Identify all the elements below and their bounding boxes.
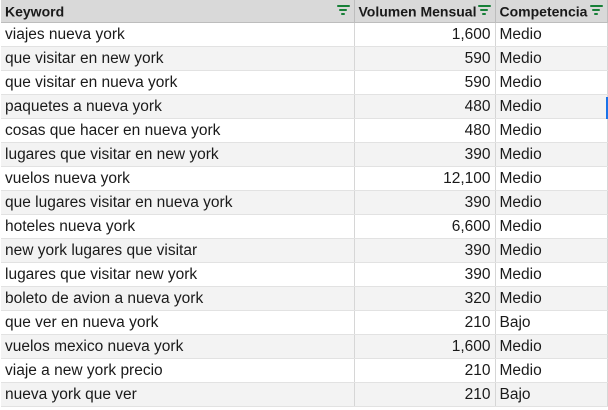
cell-volume[interactable]: 210: [354, 311, 495, 335]
cell-volume[interactable]: 1,600: [354, 335, 495, 359]
cell-volume[interactable]: 390: [354, 239, 495, 263]
cell-keyword[interactable]: boleto de avion a nueva york: [1, 287, 354, 311]
cell-keyword[interactable]: hoteles nueva york: [1, 215, 354, 239]
cell-competition[interactable]: Medio: [495, 71, 607, 95]
table-row[interactable]: [1, 263, 607, 287]
column-header-label: Keyword: [5, 3, 65, 20]
table-row[interactable]: [1, 287, 607, 311]
column-header-volume[interactable]: [354, 0, 495, 23]
cell-keyword[interactable]: que visitar en nueva york: [1, 71, 354, 95]
column-header-competition[interactable]: [495, 0, 607, 23]
cell-keyword[interactable]: que lugares visitar en nueva york: [1, 191, 354, 215]
cell-volume[interactable]: 6,600: [354, 215, 495, 239]
cell-competition[interactable]: Medio: [495, 335, 607, 359]
column-header-label: Volumen Mensual: [358, 3, 477, 20]
column-header-label: Competencia: [499, 3, 588, 20]
cell-keyword[interactable]: viajes nueva york: [1, 23, 354, 47]
cell-keyword[interactable]: nueva york que ver: [1, 383, 354, 407]
table-row[interactable]: [1, 23, 607, 47]
cell-competition[interactable]: Medio: [495, 143, 607, 167]
cell-competition[interactable]: Medio: [495, 47, 607, 71]
filter-icon[interactable]: [478, 5, 491, 16]
cell-volume[interactable]: 390: [354, 263, 495, 287]
table-row[interactable]: [1, 143, 607, 167]
cell-volume[interactable]: 590: [354, 47, 495, 71]
cell-competition[interactable]: Medio: [495, 263, 607, 287]
cell-competition[interactable]: Medio: [495, 95, 607, 119]
cell-competition[interactable]: Bajo: [495, 311, 607, 335]
cell-volume[interactable]: 320: [354, 287, 495, 311]
table-row[interactable]: [1, 167, 607, 191]
table-row[interactable]: [1, 359, 607, 383]
filter-icon[interactable]: [590, 5, 603, 16]
cell-competition[interactable]: Medio: [495, 167, 607, 191]
table-row[interactable]: [1, 191, 607, 215]
cell-keyword[interactable]: lugares que visitar en new york: [1, 143, 354, 167]
table-row[interactable]: [1, 95, 607, 119]
cell-competition[interactable]: Medio: [495, 239, 607, 263]
keyword-table: [1, 0, 608, 407]
table-row[interactable]: [1, 119, 607, 143]
table-row[interactable]: [1, 215, 607, 239]
table-row[interactable]: [1, 335, 607, 359]
cell-competition[interactable]: Medio: [495, 215, 607, 239]
header-row: [1, 0, 607, 23]
cell-competition[interactable]: Medio: [495, 191, 607, 215]
cell-volume[interactable]: 12,100: [354, 167, 495, 191]
table-body: [1, 23, 607, 407]
cell-keyword[interactable]: paquetes a nueva york: [1, 95, 354, 119]
table-header: [1, 0, 607, 23]
cell-keyword[interactable]: que ver en nueva york: [1, 311, 354, 335]
cell-keyword[interactable]: new york lugares que visitar: [1, 239, 354, 263]
cell-volume[interactable]: 390: [354, 143, 495, 167]
filter-icon[interactable]: [337, 5, 350, 16]
cell-volume[interactable]: 590: [354, 71, 495, 95]
cell-volume[interactable]: 210: [354, 383, 495, 407]
table-row[interactable]: [1, 311, 607, 335]
cell-keyword[interactable]: que visitar en new york: [1, 47, 354, 71]
cell-competition[interactable]: Medio: [495, 359, 607, 383]
cell-volume[interactable]: 1,600: [354, 23, 495, 47]
cell-keyword[interactable]: vuelos nueva york: [1, 167, 354, 191]
cell-competition[interactable]: Medio: [495, 287, 607, 311]
table-row[interactable]: [1, 71, 607, 95]
cell-competition[interactable]: Bajo: [495, 383, 607, 407]
cell-keyword[interactable]: viaje a new york precio: [1, 359, 354, 383]
cell-competition[interactable]: Medio: [495, 119, 607, 143]
table-row[interactable]: [1, 383, 607, 407]
cell-keyword[interactable]: lugares que visitar new york: [1, 263, 354, 287]
cell-competition[interactable]: Medio: [495, 23, 607, 47]
column-header-keyword[interactable]: [1, 0, 354, 23]
table-row[interactable]: [1, 47, 607, 71]
cell-volume[interactable]: 390: [354, 191, 495, 215]
cell-keyword[interactable]: vuelos mexico nueva york: [1, 335, 354, 359]
cell-volume[interactable]: 480: [354, 119, 495, 143]
cell-volume[interactable]: 210: [354, 359, 495, 383]
cell-keyword[interactable]: cosas que hacer en nueva york: [1, 119, 354, 143]
table-row[interactable]: [1, 239, 607, 263]
cell-volume[interactable]: 480: [354, 95, 495, 119]
